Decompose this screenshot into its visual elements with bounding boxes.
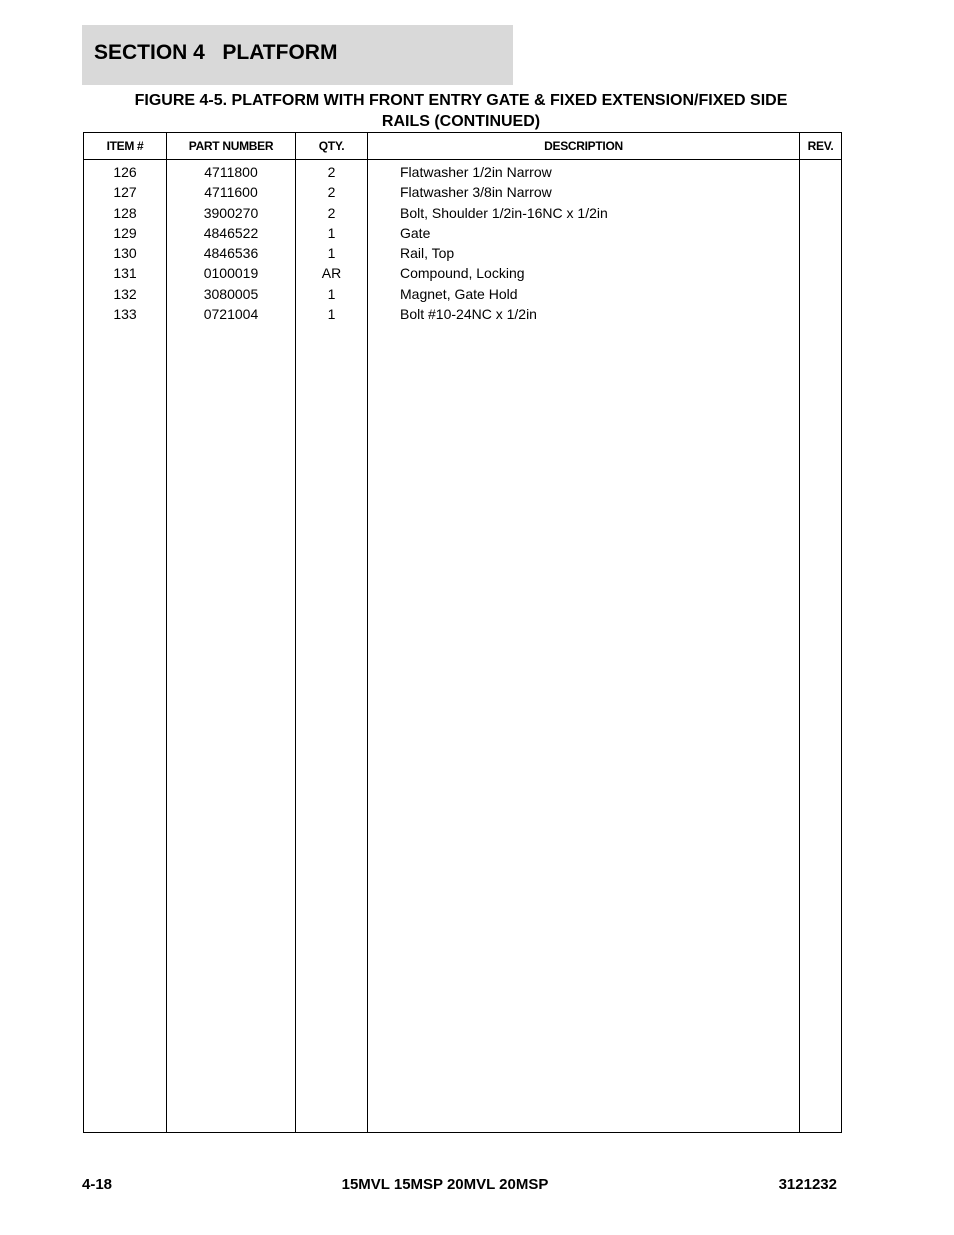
table-filler-row [84, 324, 842, 1132]
cell-part-number: 4846522 [167, 223, 296, 243]
cell-rev [800, 263, 842, 283]
parts-table [83, 132, 842, 1133]
cell-qty: 1 [296, 243, 368, 263]
cell-part-number: 3900270 [167, 203, 296, 223]
header-item: ITEM # [84, 133, 167, 160]
footer-models: 15MVL 15MSP 20MVL 20MSP [341, 1176, 549, 1193]
cell-description: Compound, Locking [368, 263, 800, 283]
cell-qty: AR [296, 263, 368, 283]
section-title: SECTION 4 PLATFORM [94, 41, 338, 64]
section-banner [82, 25, 513, 85]
cell-description: Flatwasher 3/8in Narrow [368, 182, 800, 202]
figure-title [82, 90, 840, 132]
cell-rev [800, 243, 842, 263]
filler-cell [296, 324, 368, 1132]
cell-part-number: 0100019 [167, 263, 296, 283]
filler-cell [84, 324, 167, 1132]
header-part-number: PART NUMBER [167, 133, 296, 160]
cell-part-number: 4711600 [167, 182, 296, 202]
figure-title-line-1: FIGURE 4-5. PLATFORM WITH FRONT ENTRY GATE & FIXED EXTENSION/FIXED SIDE [134, 92, 788, 109]
filler-cell [167, 324, 296, 1132]
cell-part-number: 4711800 [167, 160, 296, 183]
filler-cell [800, 324, 842, 1132]
filler-cell [368, 324, 800, 1132]
table-row [84, 243, 842, 263]
cell-qty: 1 [296, 284, 368, 304]
table-row [84, 304, 842, 324]
table-row [84, 223, 842, 243]
table-row [84, 263, 842, 283]
table-row [84, 203, 842, 223]
cell-item: 131 [84, 263, 167, 283]
cell-description: Bolt, Shoulder 1/2in-16NC x 1/2in [368, 203, 800, 223]
cell-rev [800, 223, 842, 243]
cell-rev [800, 284, 842, 304]
cell-item: 130 [84, 243, 167, 263]
table-row [84, 160, 842, 183]
cell-item: 128 [84, 203, 167, 223]
cell-rev [800, 304, 842, 324]
cell-description: Flatwasher 1/2in Narrow [368, 160, 800, 183]
cell-part-number: 0721004 [167, 304, 296, 324]
cell-qty: 2 [296, 182, 368, 202]
cell-qty: 1 [296, 304, 368, 324]
cell-qty: 1 [296, 223, 368, 243]
cell-description: Gate [368, 223, 800, 243]
cell-part-number: 4846536 [167, 243, 296, 263]
cell-item: 132 [84, 284, 167, 304]
cell-qty: 2 [296, 203, 368, 223]
cell-part-number: 3080005 [167, 284, 296, 304]
figure-title-line-2: RAILS (CONTINUED) [381, 113, 541, 130]
cell-item: 129 [84, 223, 167, 243]
cell-item: 133 [84, 304, 167, 324]
cell-description: Rail, Top [368, 243, 800, 263]
cell-rev [800, 203, 842, 223]
footer-page-number: 4-18 [82, 1176, 113, 1193]
parts-table-body [84, 160, 842, 1133]
cell-rev [800, 160, 842, 183]
table-header-row [84, 133, 842, 160]
footer-doc-number: 3121232 [778, 1176, 837, 1193]
table-row [84, 284, 842, 304]
cell-description: Bolt #10-24NC x 1/2in [368, 304, 800, 324]
table-row [84, 182, 842, 202]
header-rev: REV. [800, 133, 842, 160]
cell-item: 127 [84, 182, 167, 202]
header-description: DESCRIPTION [368, 133, 800, 160]
cell-qty: 2 [296, 160, 368, 183]
cell-rev [800, 182, 842, 202]
cell-item: 126 [84, 160, 167, 183]
cell-description: Magnet, Gate Hold [368, 284, 800, 304]
header-qty: QTY. [296, 133, 368, 160]
